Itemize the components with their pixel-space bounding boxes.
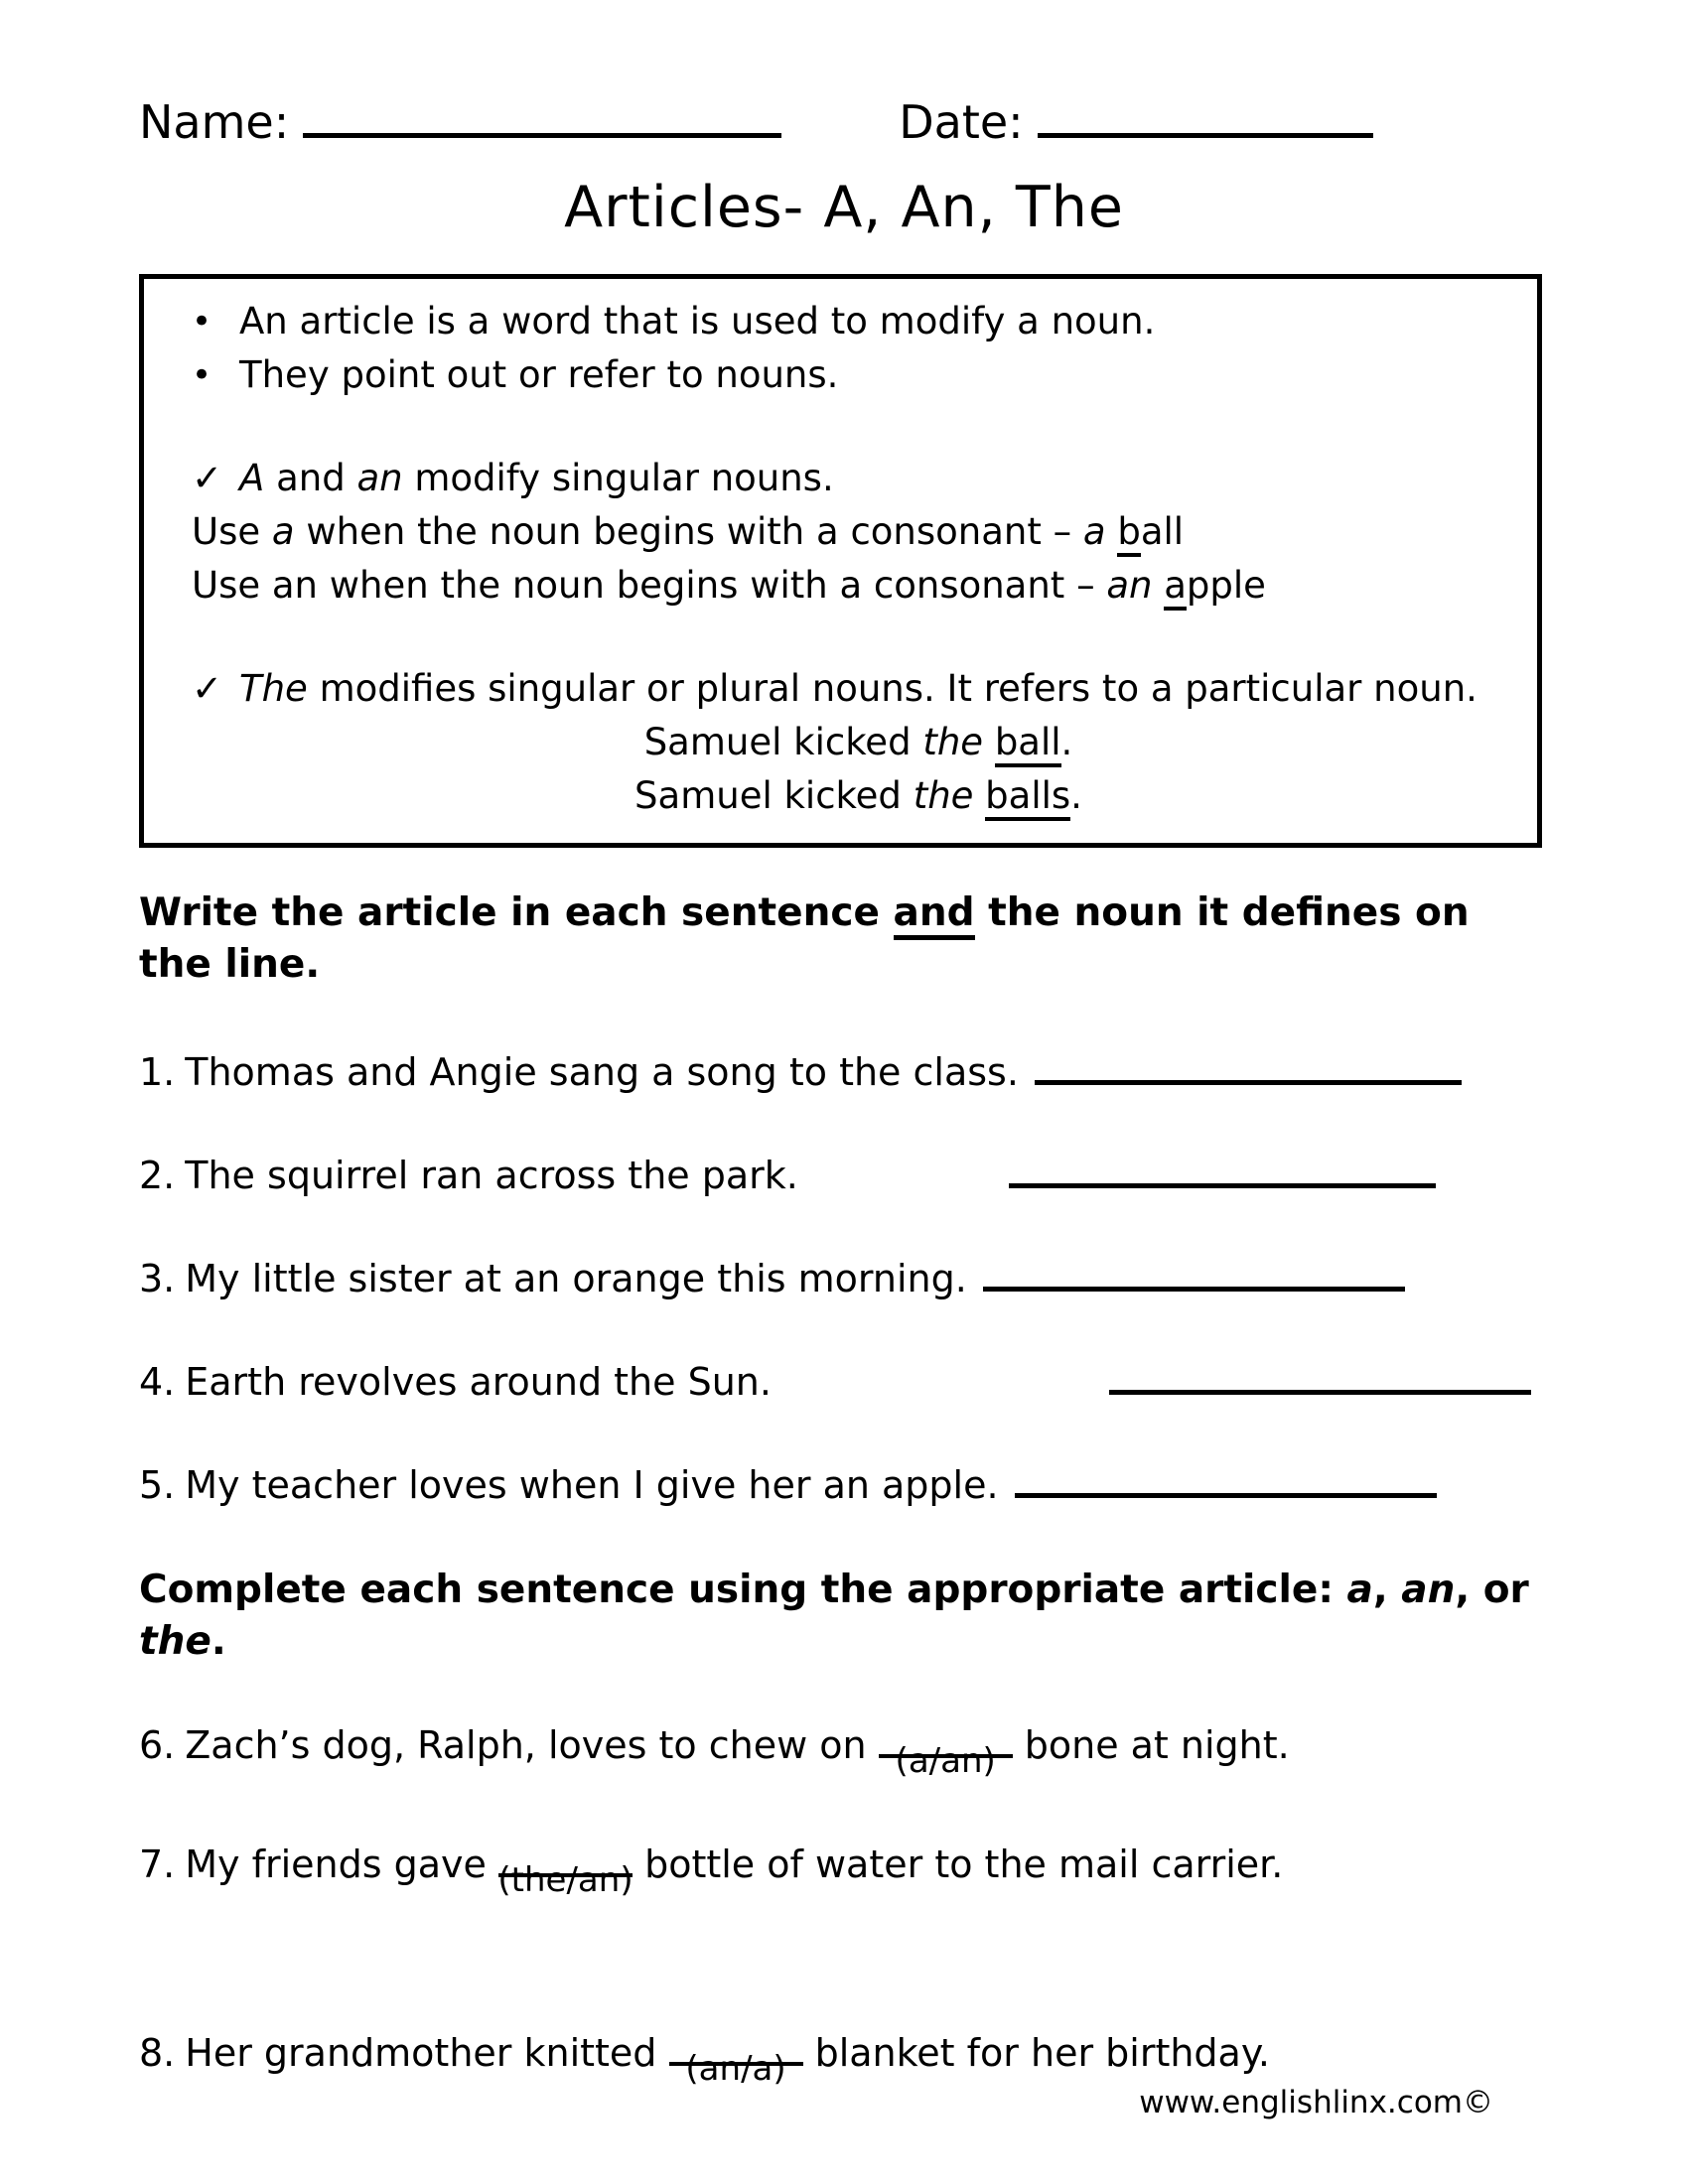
question-1-text: Thomas and Angie sang a song to the class. bbox=[185, 1050, 1019, 1094]
rule-bullet-1-text: An article is a word that is used to modify a noun. bbox=[239, 300, 1156, 342]
section2-instruction: Complete each sentence using the appropriate article: a, an, or the. bbox=[139, 1568, 1529, 1664]
question-5-number: 5. bbox=[139, 1463, 176, 1507]
question-4 bbox=[139, 1360, 1549, 1404]
question-8-blank-wrap bbox=[669, 2031, 803, 2089]
question-3-text: My little sister at an orange this morning. bbox=[185, 1257, 967, 1300]
question-5 bbox=[139, 1463, 1549, 1507]
section1-instruction: Write the article in each sentence and the noun it defines on the line. bbox=[139, 890, 1470, 987]
question-7 bbox=[139, 1843, 1549, 1900]
answer-line-4[interactable] bbox=[1109, 1390, 1531, 1395]
hint-8: (an/a) bbox=[685, 2049, 786, 2089]
question-3 bbox=[139, 1257, 1549, 1300]
question-7-text-pre: My friends gave bbox=[185, 1843, 498, 1886]
question-1-number: 1. bbox=[139, 1050, 176, 1094]
date-fill-line[interactable] bbox=[1038, 133, 1373, 138]
rule-use-an: Use an when the noun begins with a consonant – an apple bbox=[192, 559, 1525, 613]
answer-line-3[interactable] bbox=[983, 1287, 1405, 1292]
answer-line-2[interactable] bbox=[1009, 1183, 1436, 1188]
rule-use-a: Use a when the noun begins with a consonant – a ball bbox=[192, 505, 1525, 559]
rule-bullet-2-text: They point out or refer to nouns. bbox=[239, 353, 839, 396]
bullet-icon: • bbox=[192, 355, 212, 395]
rule-a-an bbox=[192, 452, 1525, 505]
page-title: Articles- A, An, The bbox=[564, 175, 1124, 240]
question-2 bbox=[139, 1154, 1549, 1197]
rule-bullet-1 bbox=[192, 295, 1525, 348]
question-8-text-pre: Her grandmother knitted bbox=[185, 2031, 669, 2075]
rule-the-text: The modifies singular or plural nouns. It refers to a particular noun. bbox=[239, 667, 1477, 710]
question-6-text-post: bone at night. bbox=[1012, 1723, 1290, 1767]
check-icon: ✓ bbox=[192, 667, 223, 710]
example-sentence-1: Samuel kicked the ball. bbox=[192, 716, 1525, 769]
rule-bullet-2 bbox=[192, 348, 1525, 402]
example-sentence-2: Samuel kicked the balls. bbox=[192, 769, 1525, 823]
bullet-icon: • bbox=[192, 302, 212, 341]
question-6-number: 6. bbox=[139, 1723, 176, 1767]
answer-line-1[interactable] bbox=[1035, 1080, 1462, 1085]
hint-6: (a/an) bbox=[895, 1741, 996, 1781]
question-6-blank-wrap bbox=[879, 1723, 1013, 1781]
question-8-text-post: blanket for her birthday. bbox=[802, 2031, 1270, 2075]
date-label: Date: bbox=[899, 95, 1024, 149]
check-icon: ✓ bbox=[192, 457, 223, 499]
question-1 bbox=[139, 1050, 1549, 1094]
question-8 bbox=[139, 2031, 1549, 2089]
question-7-blank-wrap bbox=[497, 1843, 633, 1900]
header-row bbox=[0, 0, 1688, 149]
rule-the bbox=[192, 662, 1525, 716]
question-3-number: 3. bbox=[139, 1257, 176, 1300]
question-2-text: The squirrel ran across the park. bbox=[185, 1154, 798, 1197]
question-8-number: 8. bbox=[139, 2031, 176, 2075]
name-fill-line[interactable] bbox=[303, 133, 781, 138]
name-label: Name: bbox=[139, 95, 290, 149]
question-4-text: Earth revolves around the Sun. bbox=[185, 1360, 772, 1404]
rule-a-an-text: A and an modify singular nouns. bbox=[239, 457, 834, 499]
question-2-number: 2. bbox=[139, 1154, 176, 1197]
site-credit: www.englishlinx.com© bbox=[1139, 2085, 1493, 2120]
answer-line-5[interactable] bbox=[1015, 1493, 1437, 1498]
rules-box bbox=[139, 274, 1542, 848]
question-7-text-post: bottle of water to the mail carrier. bbox=[633, 1843, 1284, 1886]
question-7-number: 7. bbox=[139, 1843, 176, 1886]
question-6 bbox=[139, 1723, 1549, 1781]
hint-7: (the/an) bbox=[497, 1860, 633, 1900]
question-5-text: My teacher loves when I give her an apple. bbox=[185, 1463, 999, 1507]
question-4-number: 4. bbox=[139, 1360, 176, 1404]
question-6-text-pre: Zach’s dog, Ralph, loves to chew on bbox=[185, 1723, 879, 1767]
